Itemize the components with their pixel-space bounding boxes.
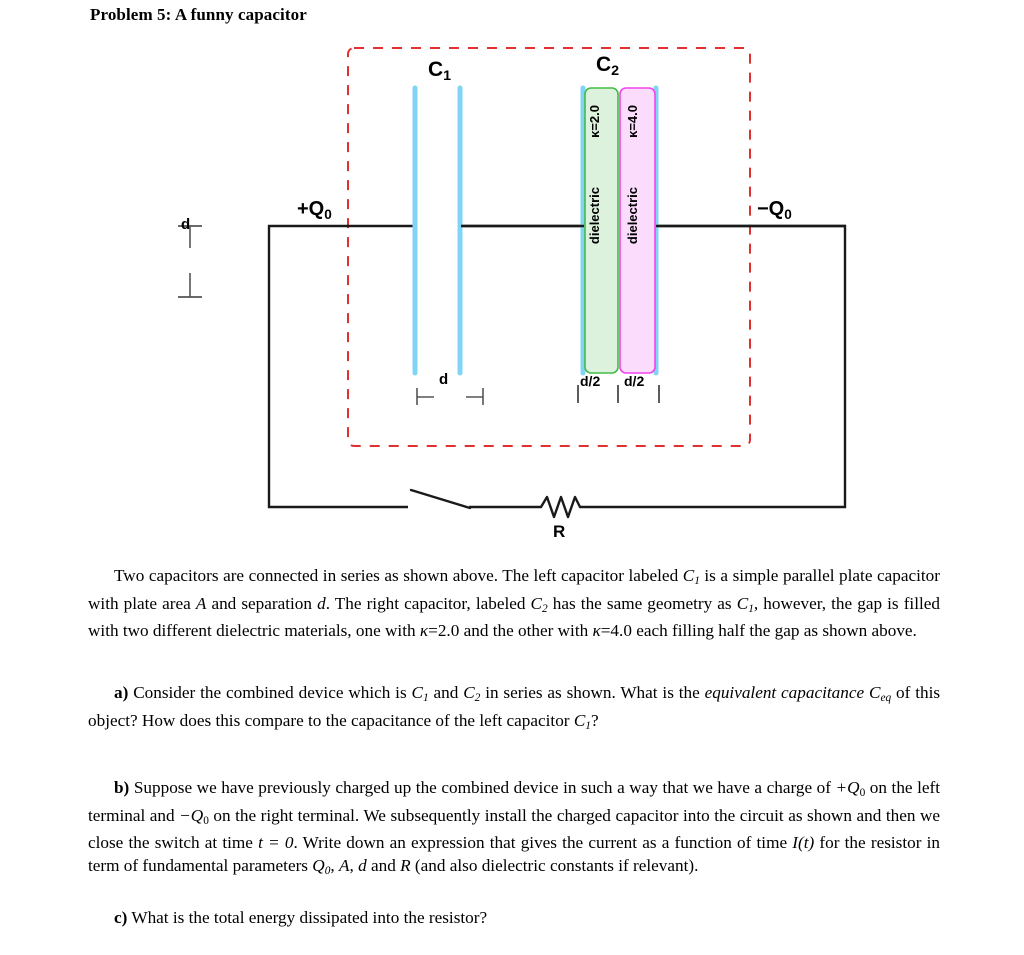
math-c2: $C_2$ [530, 593, 548, 615]
part-b-marker: b) [114, 778, 130, 797]
page-title: Problem 5: A funny capacitor [90, 5, 307, 24]
paragraph-part-a: a) Consider the combined device which is $C_1$ and $C_2$ in series as shown. What is the equivalent capacitance $C_{eq}$ of this object? How does this compare to the capacitance of the left capacitor $C_1$? [88, 683, 941, 732]
paragraph-part-b: b) Suppose we have previously charged up the combined device in such a way that we have a charge of $+Q_0$ on the left terminal and $-Q_0$ on the right terminal. We subsequently install the charged capacitor into the circuit as shown and then we close the switch at time t = 0. Write down an expression that gives the current as a function of time I(t) for the resistor in term of fundamental parameters $Q_0$, A, d and R (and also dielectric constants if relevant). [88, 778, 941, 877]
math-c2: $C_2$ [463, 683, 481, 705]
emphasis-equivalent-capacitance: equivalent capacitance [704, 683, 865, 702]
label-half-gap-right: d/2 [624, 373, 645, 389]
combined-device-boundary [348, 48, 750, 446]
math-c1-b: $C_1$ [573, 710, 591, 732]
label-gap-d-horizontal: d [439, 371, 449, 388]
math-c1: $C_1$ [411, 683, 429, 705]
math-c1-b: $C_1$ [736, 593, 754, 615]
label-c2: $C_2$ [596, 53, 620, 79]
math-charge-minus: $-Q_0$ [179, 805, 209, 827]
label-kappa-pink: κ=4.0 [625, 105, 640, 138]
label-charge-left: $+Q_0$ [297, 198, 332, 222]
math-separation: d [358, 855, 367, 875]
math-kappa-1: κ [419, 621, 429, 641]
math-time-zero: t = 0 [258, 833, 294, 853]
math-area: A [195, 593, 207, 613]
math-c1: $C_1$ [682, 566, 700, 588]
math-kappa-2: κ [592, 621, 601, 641]
label-resistor: R [553, 522, 566, 541]
part-a-marker: a) [114, 683, 129, 702]
math-area: A [338, 855, 350, 875]
paragraph-intro: Two capacitors are connected in series as shown above. The left capacitor labeled $C_1$ is a simple parallel plate capacitor with plate area A and separation d. The right capacitor, labeled $C_2$ has the same geometry as $C_1$, however, the gap is filled with two different dielectric materials, one with κ=2.0 and the other with κ=4.0 each filling half the gap as shown above. [88, 566, 940, 641]
math-resistance: R [400, 855, 411, 875]
math-charge-plus: $+Q_0$ [835, 778, 866, 800]
circuit-diagram-svg [0, 35, 1024, 555]
label-half-gap-left: d/2 [580, 373, 601, 389]
paragraph-part-c: c) What is the total energy dissipated into the resistor? [114, 908, 488, 927]
label-dielectric-pink: dielectric [625, 187, 640, 245]
label-dielectric-green: dielectric [587, 187, 602, 245]
circuit-figure [0, 35, 1024, 555]
math-current-of-t: I(t) [792, 833, 815, 853]
label-kappa-green: κ=2.0 [587, 105, 602, 138]
label-c1: $C_1$ [428, 58, 452, 84]
math-ceq: $C_{eq}$ [868, 683, 892, 705]
resistor-symbol [541, 497, 580, 517]
math-separation: d [317, 593, 326, 613]
label-gap-d-vertical: d [181, 216, 191, 233]
label-charge-right: $-Q_0$ [757, 198, 792, 222]
math-q0: $Q_0$ [312, 855, 331, 877]
switch-arm[interactable] [411, 490, 470, 508]
part-c-marker: c) [114, 908, 128, 927]
